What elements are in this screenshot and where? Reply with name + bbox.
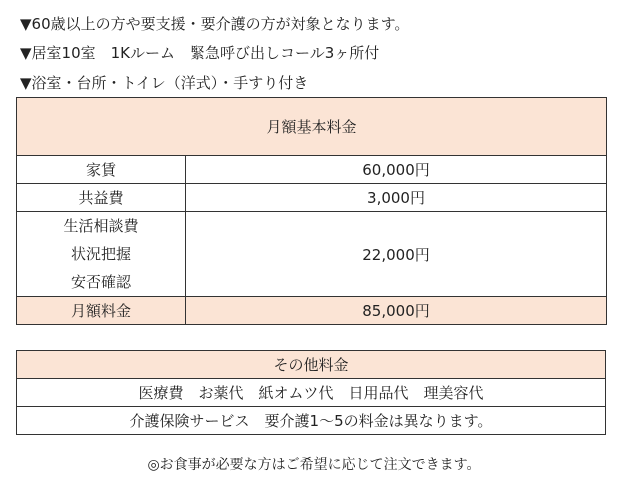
- monthly-total-value: 85,000円: [186, 297, 607, 325]
- table-row: [17, 379, 606, 407]
- monthly-fee-table: [16, 97, 607, 325]
- rent-label: 家賃: [17, 156, 186, 184]
- safety-check-label: 安否確認: [70, 273, 131, 291]
- other-fees-table: [16, 350, 606, 435]
- other-fees-title: その他料金: [17, 351, 606, 379]
- note-eligibility: ▼60歳以上の方や要支援・要介護の方が対象となります。: [20, 15, 410, 33]
- table-row: [17, 156, 607, 184]
- monthly-total-label: 月額料金: [17, 297, 186, 325]
- common-fee-value: 3,000円: [186, 184, 607, 212]
- note-facilities: ▼浴室・台所・トイレ（洋式）・手すり付き: [20, 74, 309, 92]
- table-row: [17, 297, 607, 325]
- care-insurance-note: 介護保険サービス 要介護1～5の料金は異なります。: [17, 407, 606, 435]
- note-rooms: ▼居室10室 1Kルーム 緊急呼び出しコール3ヶ所付: [20, 44, 380, 62]
- table-row: [17, 212, 607, 297]
- consultation-fee-label: 生活相談費: [63, 217, 139, 235]
- common-fee-label: 共益費: [17, 184, 186, 212]
- service-fee-value: 22,000円: [186, 212, 607, 297]
- meal-footnote: ◎お食事が必要な方はご希望に応じて注文できます。: [147, 457, 481, 473]
- table-row: [17, 407, 606, 435]
- table-row: [17, 184, 607, 212]
- other-fees-items: 医療費 お薬代 紙オムツ代 日用品代 理美容代: [17, 379, 606, 407]
- service-labels-cell: [17, 212, 186, 297]
- rent-value: 60,000円: [186, 156, 607, 184]
- monthly-fee-title: 月額基本料金: [17, 98, 607, 156]
- status-check-label: 状況把握: [70, 245, 131, 263]
